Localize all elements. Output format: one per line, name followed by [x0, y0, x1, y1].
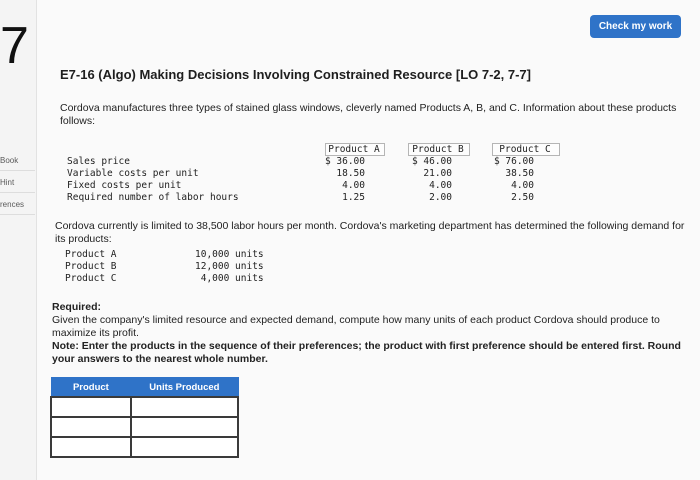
units-input[interactable] — [132, 438, 237, 456]
question-number: 7 — [0, 17, 29, 75]
answer-cell-units[interactable] — [131, 437, 238, 457]
answer-cell-units[interactable] — [131, 417, 238, 437]
product-input[interactable] — [52, 418, 130, 436]
answer-col-product: Product — [51, 378, 131, 398]
product-input[interactable] — [52, 398, 130, 416]
required-text: Given the company's limited resource and expected demand, compute how many units of each product Cordova should produce to maximize its profit. — [52, 314, 660, 339]
product-input[interactable] — [52, 438, 130, 456]
cell: 38.50 — [505, 168, 534, 179]
demand-row — [65, 249, 264, 261]
required-heading: Required: — [52, 301, 102, 313]
rail-item-book[interactable]: Book — [0, 150, 35, 171]
row-label-variable-costs: Variable costs per unit — [67, 168, 199, 179]
answer-cell-product[interactable] — [51, 397, 131, 417]
answer-row — [51, 417, 238, 437]
check-my-work-button[interactable]: Check my work — [590, 15, 681, 38]
demand-units: 4,000 units — [195, 273, 264, 284]
answer-row — [51, 437, 238, 457]
units-input[interactable] — [132, 418, 237, 436]
demand-row — [65, 273, 264, 285]
answer-row — [51, 397, 238, 417]
demand-product: Product A — [65, 249, 117, 260]
row-label-fixed-costs: Fixed costs per unit — [67, 180, 182, 191]
rail-item-hint[interactable]: Hint — [0, 172, 35, 193]
demand-row — [65, 261, 264, 273]
cell: $ 36.00 — [324, 156, 365, 167]
cell: 1.25 — [342, 192, 365, 203]
cell: 21.00 — [423, 168, 452, 179]
demand-list — [65, 249, 264, 285]
demand-product: Product B — [65, 261, 117, 272]
constraint-text: Cordova currently is limited to 38,500 labor hours per month. Cordova's marketing department has determined the following demand for its products: — [55, 220, 685, 245]
intro-text: Cordova manufactures three types of stained glass windows, cleverly named Products A, B, and C. Information about these products follows: — [60, 102, 677, 127]
problem-title: E7-16 (Algo) Making Decisions Involving Constrained Resource [LO 7-2, 7-7] — [60, 67, 531, 82]
cell: 2.50 — [511, 192, 534, 203]
cell: 4.00 — [429, 180, 452, 191]
answer-cell-product[interactable] — [51, 437, 131, 457]
col-header-product-c: Product C — [499, 144, 551, 155]
cell: 2.00 — [429, 192, 452, 203]
demand-units: 10,000 units — [195, 249, 264, 260]
answer-cell-units[interactable] — [131, 397, 238, 417]
rail-item-references[interactable]: rences — [0, 194, 35, 215]
row-label-labor-hours: Required number of labor hours — [67, 192, 239, 203]
col-header-product-a: Product A — [328, 144, 380, 155]
answer-table — [50, 377, 239, 458]
answer-col-units: Units Produced — [131, 378, 238, 398]
cell: 4.00 — [342, 180, 365, 191]
cell: 18.50 — [336, 168, 365, 179]
row-label-sales-price: Sales price — [67, 156, 130, 167]
col-header-product-b: Product B — [412, 144, 464, 155]
cell: $ 76.00 — [493, 156, 534, 167]
demand-product: Product C — [65, 273, 117, 284]
required-section — [52, 301, 697, 366]
answer-cell-product[interactable] — [51, 417, 131, 437]
cell: 4.00 — [511, 180, 534, 191]
units-input[interactable] — [132, 398, 237, 416]
required-note: Note: Enter the products in the sequence of their preferences; the product with first preference should be entered first. Round your answers to the nearest whole number. — [52, 340, 681, 365]
cell: $ 46.00 — [411, 156, 452, 167]
demand-units: 12,000 units — [195, 261, 264, 272]
